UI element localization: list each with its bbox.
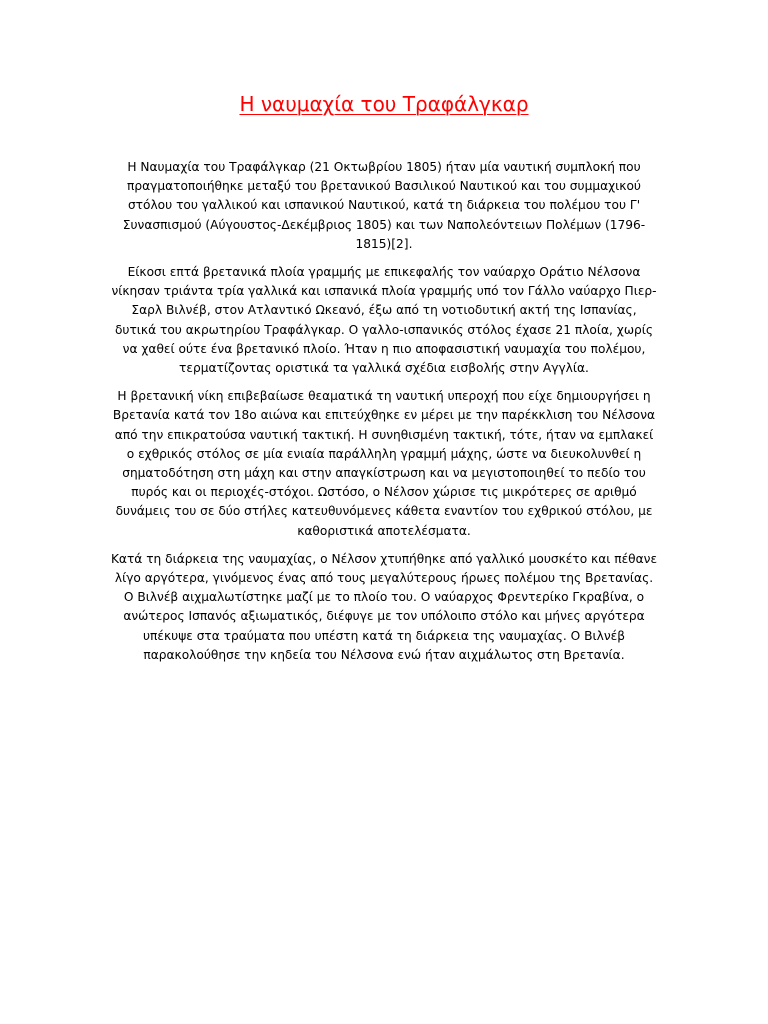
document-title: Η ναυμαχία του Τραφάλγκαρ: [239, 92, 529, 116]
paragraph-3: Η βρετανική νίκη επιβεβαίωσε θεαματικά τη ναυτική υπεροχή που είχε δημιουργήσει η Βρετανία κατά τον 18ο αιώνα και επιτεύχθηκε εν μέρει με την παρέκκλιση του Νέλσονα από την επικρατούσα ναυτική τακτική. Η συνηθισμένη τακτική, τότε, ήταν να εμπλακεί ο εχθρικός στόλος σε μία ενιαία παράλληλη γραμμή μάχης, ώστε να διευκολυνθεί η σηματοδότηση στη μάχη και στην απαγκίστρωση και να μεγιστοποιηθεί το πεδίο του πυρός και οι περιοχές-στόχοι. Ωστόσο, ο Νέλσον χώρισε τις μικρότερες σε αριθμό δυνάμεις του σε δύο στήλες κατευθυνόμενες κάθετα εναντίον του εχθρικού στόλου, με καθοριστικά αποτελέσματα.: [112, 389, 656, 538]
paragraph-1: Η Ναυμαχία του Τραφάλγκαρ (21 Οκτωβρίου 1805) ήταν μία ναυτική συμπλοκή που πραγματοποιήθηκε μεταξύ του βρετανικού Βασιλικού Ναυτικού και του συμμαχικού στόλου του γαλλικού και ισπανικού Ναυτικού, κατά τη διάρκεια του πολέμου του Γ' Συνασπισμού (Αύγουστος-Δεκέμβριος 1805) και των Ναπολεόντειων Πολέμων (1796-1815)[2].: [122, 160, 646, 251]
document-body: [110, 158, 658, 674]
paragraph-2: Είκοσι επτά βρετανικά πλοία γραμμής με επικεφαλής τον ναύαρχο Οράτιο Νέλσονα νίκησαν τριάντα τρία γαλλικά και ισπανικά πλοία γραμμής υπό τον Γάλλο ναύαρχο Πιερ-Σαρλ Βιλνέβ, στον Ατλαντικό Ωκεανό, έξω από τη νοτιοδυτική ακτή της Ισπανίας, δυτικά του ακρωτηρίου Τραφάλγκαρ. Ο γαλλο-ισπανικός στόλος έχασε 21 πλοία, χωρίς να χαθεί ούτε ένα βρετανικό πλοίο. Ήταν η πιο αποφασιστική ναυμαχία του πολέμου, τερματίζοντας οριστικά τα γαλλικά σχέδια εισβολής στην Αγγλία.: [111, 265, 657, 376]
paragraph-4: Κατά τη διάρκεια της ναυμαχίας, ο Νέλσον χτυπήθηκε από γαλλικό μουσκέτο και πέθανε λίγο αργότερα, γινόμενος ένας από τους μεγαλύτερους ήρωες πολέμου της Βρετανίας. Ο Βιλνέβ αιχμαλωτίστηκε μαζί με το πλοίο του. Ο ναύαρχος Φρεντερίκο Γκραβίνα, ο ανώτερος Ισπανός αξιωματικός, διέφυγε με τον υπόλοιπο στόλο και μήνες αργότερα υπέκυψε στα τραύματα που υπέστη κατά τη διάρκεια της ναυμαχίας. Ο Βιλνέβ παρακολούθησε την κηδεία του Νέλσονα ενώ ήταν αιχμάλωτος στη Βρετανία.: [110, 551, 658, 662]
